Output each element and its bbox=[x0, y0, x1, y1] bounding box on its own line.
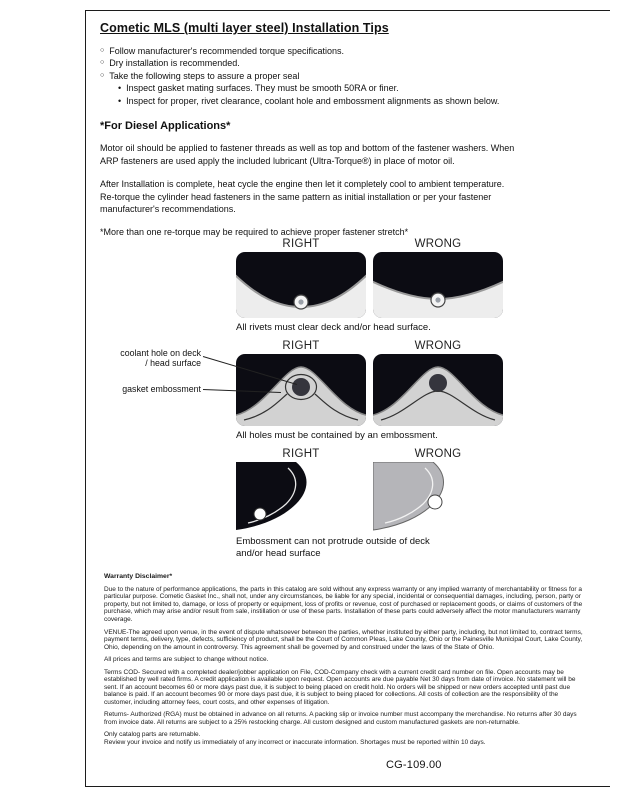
tip-text: ○ Take the following steps to assure a proper seal bbox=[109, 70, 300, 81]
right-label: RIGHT bbox=[282, 238, 320, 250]
right-label: RIGHT bbox=[282, 339, 320, 352]
list-item bbox=[100, 45, 540, 57]
wrong-label: WRONG bbox=[414, 339, 462, 352]
tip-text: • Inspect gasket mating surfaces. They must be smooth 50RA or finer. bbox=[126, 83, 399, 94]
tip-text: ○ Follow manufacturer's recommended torque specifications. bbox=[109, 46, 345, 56]
diagram-row-holes bbox=[116, 340, 586, 442]
diagrams-section bbox=[116, 238, 586, 566]
rivet-right-diagram-image bbox=[236, 252, 366, 318]
caption-holes: All holes must be contained by an embossment. bbox=[236, 429, 438, 441]
caption-rivets: All rivets must clear deck and/or head surface. bbox=[236, 322, 431, 333]
warranty-paragraph: Terms COD- Secured with a completed dealer/jobber application on File, COD-Company check with a current credit card number on file. Open accounts may be established by well rated firms. A credit application is available upon request. Open accounts are due payable Net 30 days from date of invoice. No statement will be sent. If an account becomes 60 or more days past due, it is subject to being placed on credit hold. No orders will be shipped or new orders accepted until past due balance is paid. If an account becomes 90 or more days past due, it is subject to being placed for collections. All costs of collection are the responsibility of the customer, including attorney fees, court costs, and other expenses of litigation. bbox=[104, 668, 576, 706]
diesel-applications-heading: *For Diesel Applications* bbox=[100, 120, 231, 133]
document-frame bbox=[85, 10, 610, 787]
embossment-wrong-diagram-image bbox=[373, 462, 503, 532]
tips-list bbox=[100, 45, 540, 107]
list-sub-item bbox=[118, 95, 540, 107]
warranty-paragraph: VENUE-The agreed upon venue, in the event of dispute whatsoever between the parties, whether instituted by either party, including, but not limited to, contract terms, payment terms, delivery, type, defects, sufficiency of product, shall be the Court of Common Pleas, Lake County, Ohio or the Painesville Municipal Court, Lake County, Ohio, depending on the amount in controversy. This agreement shall be governed by and construed under the laws of the State of Ohio. bbox=[104, 628, 583, 651]
list-item bbox=[100, 57, 540, 69]
warranty-paragraph: Review your invoice and notify us immediately of any incorrect or inaccurate information. Shortages must be reported within 10 days. bbox=[104, 738, 486, 746]
tip-text: • Inspect for proper, rivet clearance, coolant hole and embossment alignments as shown below. bbox=[126, 95, 500, 106]
rivet-wrong-diagram-image bbox=[373, 252, 503, 318]
diesel-paragraph-2: After Installation is complete, heat cycle the engine then let it completely cool to ambient temperature. Re-torque the cylinder head fasteners in the same pattern as initial installation or per your fastener manufacturer's recommendations. bbox=[100, 179, 505, 215]
warranty-paragraph: All prices and terms are subject to change without notice. bbox=[104, 656, 269, 664]
catalog-page-code: CG-109.00 bbox=[386, 759, 442, 771]
warranty-paragraph: Only catalog parts are returnable. bbox=[104, 731, 201, 739]
list-item bbox=[100, 70, 540, 82]
coolant-hole-label: coolant hole on deck / head surface bbox=[120, 347, 201, 369]
warranty-heading: Warranty Disclaimer* bbox=[104, 573, 173, 580]
warranty-paragraph: Returns- Authorized (RGA) must be obtained in advance on all returns. A packing slip or invoice number must accompany the merchandise. No returns after 30 days from invoice date. All returns are subject to a 25% restocking charge. All custom designed and custom manufactured gaskets are non-returnable. bbox=[104, 711, 577, 726]
page-title: Cometic MLS (multi layer steel) Installation Tips bbox=[100, 21, 389, 35]
caption-embossment: Embossment can not protrude outside of deck and/or head surface bbox=[236, 535, 430, 559]
hole-right-diagram-image bbox=[236, 354, 366, 426]
diagram-row-embossment bbox=[116, 448, 586, 560]
warranty-paragraph: Due to the nature of performance applications, the parts in this catalog are sold without any express warranty or any implied warranty of merchantability or fitness for a particular purpose. Cometic Gasket Inc., shall not, under any circumstances, be liable for any special, incidental or consequential damages, including, person, party or property, but not limited to, damage, or loss of property or equipment, loss of profits or revenue, cost of purchased or replacement goods, or claims of customers of the purchase, which may arise and/or result from sale, instillation or use of these parts. Installation of these parts could adversely affect the motor manufacturers warranty coverage. bbox=[104, 585, 583, 623]
diesel-paragraph-1: Motor oil should be applied to fastener threads as well as top and bottom of the fastener washers. When ARP fasteners are used apply the included lubricant (Ultra-Torque®) in place of motor oil. bbox=[100, 143, 515, 166]
tip-text: ○ Dry installation is recommended. bbox=[109, 58, 240, 69]
diagram-row-rivets bbox=[116, 238, 586, 334]
wrong-label: WRONG bbox=[414, 238, 462, 250]
gasket-embossment-label: gasket embossment bbox=[122, 383, 201, 394]
warranty-disclaimer-section bbox=[104, 573, 588, 751]
hole-wrong-diagram-image bbox=[373, 354, 503, 426]
instructions-section bbox=[100, 21, 580, 237]
right-label: RIGHT bbox=[282, 447, 320, 460]
retorque-note: *More than one re-torque may be required to achieve proper fastener stretch* bbox=[100, 227, 409, 237]
list-sub-item bbox=[118, 82, 540, 94]
embossment-right-diagram-image bbox=[236, 462, 366, 532]
wrong-label: WRONG bbox=[414, 447, 462, 460]
